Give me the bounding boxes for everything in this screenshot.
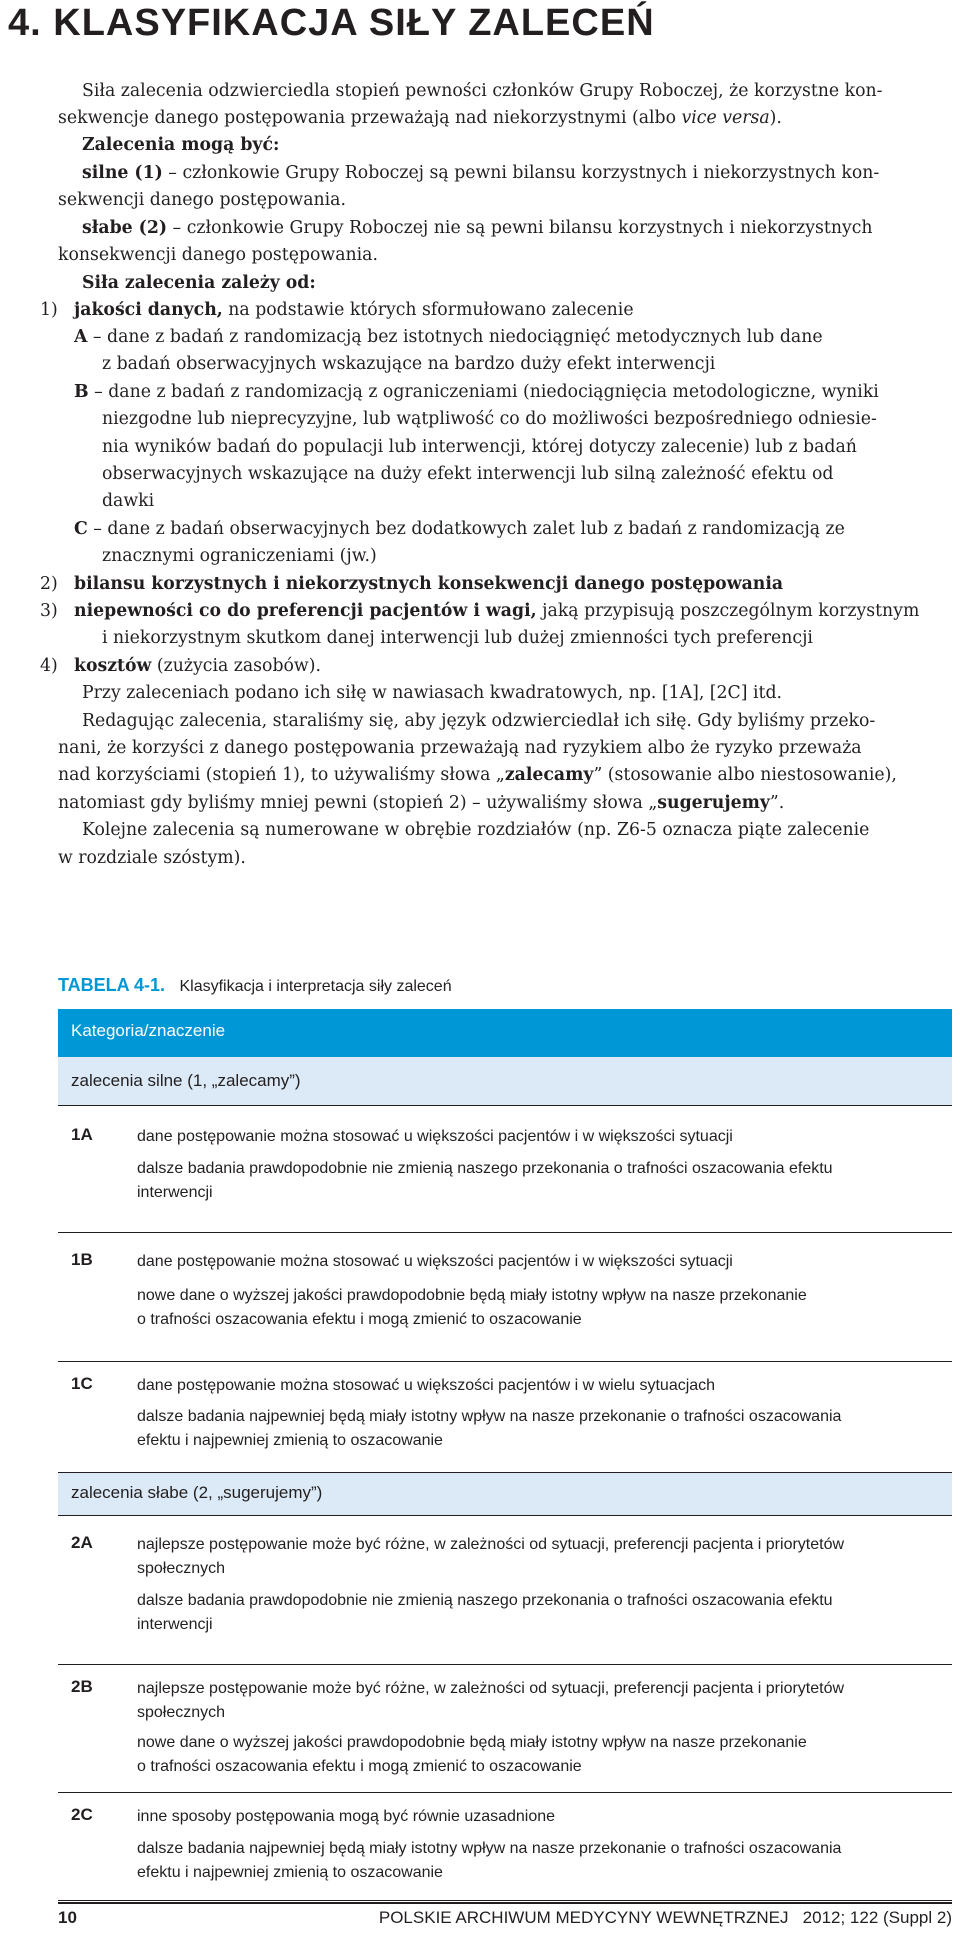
page-number: 10 [58, 1908, 77, 1927]
row-code: 2C [71, 1805, 93, 1824]
factor-number-4: 4) [40, 656, 58, 676]
classification-table [58, 1009, 952, 1904]
section-title: 4. KLASYFIKACJA SIŁY ZALECEŃ [8, 2, 655, 44]
quality-B: B – dane z badań z randomizacją z ograniczeniami (niedociągnięcia metodologiczne, wyniki [74, 382, 879, 402]
closing-language-cont-3: natomiast gdy byliśmy mniej pewni (stopień 2) – używaliśmy słowa „sugerujemy”. [58, 793, 785, 813]
factor-number-3: 3) [40, 601, 58, 621]
row-implication: dalsze badania najpewniej będą miały istotny wpływ na nasze przekonanie o trafności oszacowania [137, 1840, 842, 1857]
row-implication: nowe dane o wyższej jakości prawdopodobnie będą miały istotny wpływ na nasze przekonanie [137, 1287, 807, 1304]
quality-B-cont-1: niezgodne lub nieprecyzyjne, lub wątpliwość co do możliwości bezpośredniego odniesie- [102, 409, 877, 429]
quality-C: C – dane z badań obserwacyjnych bez dodatkowych zalet lub z badań z randomizacją ze [74, 519, 845, 539]
row-implication-cont: efektu i najpewniej zmienią to oszacowanie [137, 1432, 443, 1449]
quality-C-cont: znacznymi ograniczeniami (jw.) [102, 546, 377, 566]
factor-3-cont: i niekorzystnym skutkom danej interwencji lub dużej zmienności tych preferencji [102, 628, 813, 648]
row-implication: nowe dane o wyższej jakości prawdopodobnie będą miały istotny wpływ na nasze przekonanie [137, 1734, 807, 1751]
table-caption [58, 975, 452, 996]
factor-2: bilansu korzystnych i niekorzystnych konsekwencji danego postępowania [74, 574, 784, 594]
closing-language-cont-2: nad korzyściami (stopień 1), to używaliśmy słowa „zalecamy” (stosowanie albo niestosowanie), [58, 765, 897, 785]
table-row [58, 1793, 952, 1904]
intro-paragraph-cont: sekwencje danego postępowania przeważają nad niekorzystnymi (albo vice versa). [58, 108, 782, 128]
row-implication: dalsze badania prawdopodobnie nie zmienią naszego przekonania o trafności oszacowania efektu [137, 1592, 833, 1609]
strong-definition-cont: sekwencji danego postępowania. [58, 190, 346, 210]
weak-definition-cont: konsekwencji danego postępowania. [58, 245, 378, 265]
quality-B-cont-2: nia wyników badań do populacji lub interwencji, której dotyczy zalecenie) lub z badań [102, 437, 857, 457]
row-implication: dalsze badania najpewniej będą miały istotny wpływ na nasze przekonanie o trafności oszacowania [137, 1408, 842, 1425]
table-row [58, 1233, 952, 1362]
strong-group-header: zalecenia silne (1, „zalecamy”) [58, 1057, 952, 1106]
table-header: Kategoria/znaczenie [58, 1009, 952, 1057]
row-implication-cont: o trafności oszacowania efektu i mogą zmienić to oszacowanie [137, 1311, 582, 1328]
row-meaning: najlepsze postępowanie może być różne, w zależności od sytuacji, preferencji pacjenta i priorytetów [137, 1680, 845, 1697]
row-meaning: dane postępowanie można stosować u większości pacjentów i w wielu sytuacjach [137, 1377, 716, 1394]
row-meaning: dane postępowanie można stosować u większości pacjentów i w większości sytuacji [137, 1253, 733, 1270]
row-meaning: dane postępowanie można stosować u większości pacjentów i w większości sytuacji [137, 1128, 733, 1145]
strong-definition: silne (1) – członkowie Grupy Roboczej są pewni bilansu korzystnych i niekorzystnych kon- [82, 163, 880, 183]
row-implication-cont: interwencji [137, 1184, 213, 1201]
recommendation-types-heading: Zalecenia mogą być: [82, 135, 280, 155]
quality-A-cont: z badań obserwacyjnych wskazujące na bardzo duży efekt interwencji [102, 354, 716, 374]
closing-language-cont-1: nani, że korzyści z danego postępowania przeważają nad ryzykiem albo że ryzyko przeważa [58, 738, 862, 758]
weak-group-header: zalecenia słabe (2, „sugerujemy”) [58, 1473, 952, 1516]
closing-numbering: Kolejne zalecenia są numerowane w obrębie rozdziałów (np. Z6-5 oznacza piąte zalecenie [82, 820, 870, 840]
closing-numbering-cont: w rozdziale szóstym). [58, 848, 246, 868]
weak-definition: słabe (2) – członkowie Grupy Roboczej nie są pewni bilansu korzystnych i niekorzystnych [82, 218, 873, 238]
table-title: Klasyfikacja i interpretacja siły zaleceń [179, 978, 452, 995]
row-code: 1C [71, 1374, 93, 1393]
row-implication: dalsze badania prawdopodobnie nie zmienią naszego przekonania o trafności oszacowania efektu [137, 1160, 833, 1177]
factor-3: niepewności co do preferencji pacjentów i wagi, jaką przypisują poszczególnym korzystnym [74, 601, 920, 621]
factor-1: jakości danych, na podstawie których sformułowano zalecenie [74, 300, 634, 320]
row-meaning-cont: społecznych [137, 1704, 226, 1721]
factor-number-1: 1) [40, 300, 58, 320]
intro-paragraph: Siła zalecenia odzwierciedla stopień pewności członków Grupy Roboczej, że korzystne kon- [82, 81, 883, 101]
table-label: TABELA 4-1. [58, 975, 166, 995]
row-code: 2A [71, 1533, 93, 1552]
closing-notation: Przy zaleceniach podano ich siłę w nawiasach kwadratowych, np. [1A], [2C] itd. [82, 683, 783, 703]
table-row [58, 1516, 952, 1665]
row-code: 1A [71, 1125, 93, 1144]
factor-number-2: 2) [40, 574, 58, 594]
table-row [58, 1665, 952, 1793]
row-implication-cont: interwencji [137, 1616, 213, 1633]
quality-A: A – dane z badań z randomizacją bez istotnych niedociągnięć metodycznych lub dane [74, 327, 823, 347]
footer-divider [58, 1900, 952, 1901]
journal-citation: POLSKIE ARCHIWUM MEDYCYNY WEWNĘTRZNEJ 2012; 122 (Suppl 2) [378, 1908, 952, 1927]
depends-heading: Siła zalecenia zależy od: [82, 273, 316, 293]
row-implication-cont: efektu i najpewniej zmienią to oszacowanie [137, 1864, 443, 1881]
row-code: 1B [71, 1250, 93, 1269]
table-row [58, 1362, 952, 1473]
table-row [58, 1106, 952, 1233]
quality-B-cont-3: obserwacyjnych wskazujące na duży efekt interwencji lub silną zależność efektu od [102, 464, 834, 484]
row-code: 2B [71, 1677, 93, 1696]
row-meaning: najlepsze postępowanie może być różne, w zależności od sytuacji, preferencji pacjenta i priorytetów [137, 1536, 845, 1553]
closing-language: Redagując zalecenia, staraliśmy się, aby język odzwierciedlał ich siłę. Gdy byliśmy przeko- [82, 711, 876, 731]
quality-B-cont-4: dawki [102, 491, 155, 511]
row-meaning-cont: społecznych [137, 1560, 226, 1577]
row-implication-cont: o trafności oszacowania efektu i mogą zmienić to oszacowanie [137, 1758, 582, 1775]
row-meaning: inne sposoby postępowania mogą być równie uzasadnione [137, 1808, 556, 1825]
factor-4: kosztów (zużycia zasobów). [74, 656, 321, 676]
